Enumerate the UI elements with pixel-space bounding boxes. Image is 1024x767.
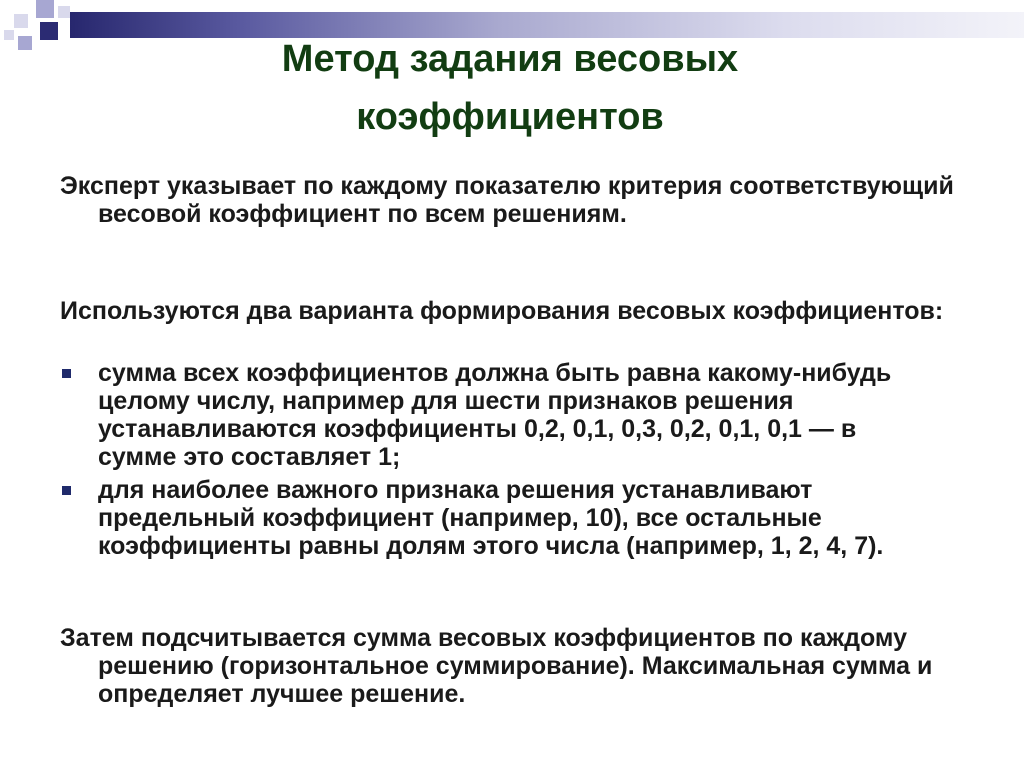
paragraph-variants-text: Используются два варианта формирования весовых коэффициентов:: [60, 297, 944, 325]
paragraph-variants: [60, 297, 960, 325]
decor-square-2: [36, 0, 54, 18]
decor-square-4: [18, 36, 32, 50]
square-bullet-icon: [62, 369, 71, 378]
paragraph-summation-text: Затем подсчитывается сумма весовых коэффициентов по каждому решению (горизонтальное суммирование). Максимальная сумма и определяет лучшее решение.: [60, 624, 933, 708]
paragraph-expert-text: Эксперт указывает по каждому показателю критерия соответствующий весовой коэффициент по всем решениям.: [60, 172, 954, 228]
decor-square-1: [14, 14, 28, 28]
bullet-item-limit-text: для наиболее важного признака решения устанавливают предельный коэффициент (например, 10), все остальные коэффициенты равны долям этого числа (например, 1, 2, 4, 7).: [98, 476, 884, 560]
paragraph-summation: [60, 624, 960, 708]
bullet-item-sum: [60, 359, 960, 471]
slide-title: Метод задания весовых коэффициентов: [281, 38, 739, 138]
decor-square-5: [58, 6, 70, 18]
decor-square-3: [40, 22, 58, 40]
bullet-item-sum-text: сумма всех коэффициентов должна быть равна какому-нибудь целому числу, например для шести признаков решения устанавливаются коэффициенты 0,2, 0,1, 0,3, 0,2, 0,1, 0,1 — в сумме это составляет 1;: [98, 359, 892, 471]
bullet-item-limit: [60, 476, 960, 560]
paragraph-expert: [60, 172, 960, 228]
decor-square-6: [4, 30, 14, 40]
square-bullet-icon: [62, 486, 71, 495]
